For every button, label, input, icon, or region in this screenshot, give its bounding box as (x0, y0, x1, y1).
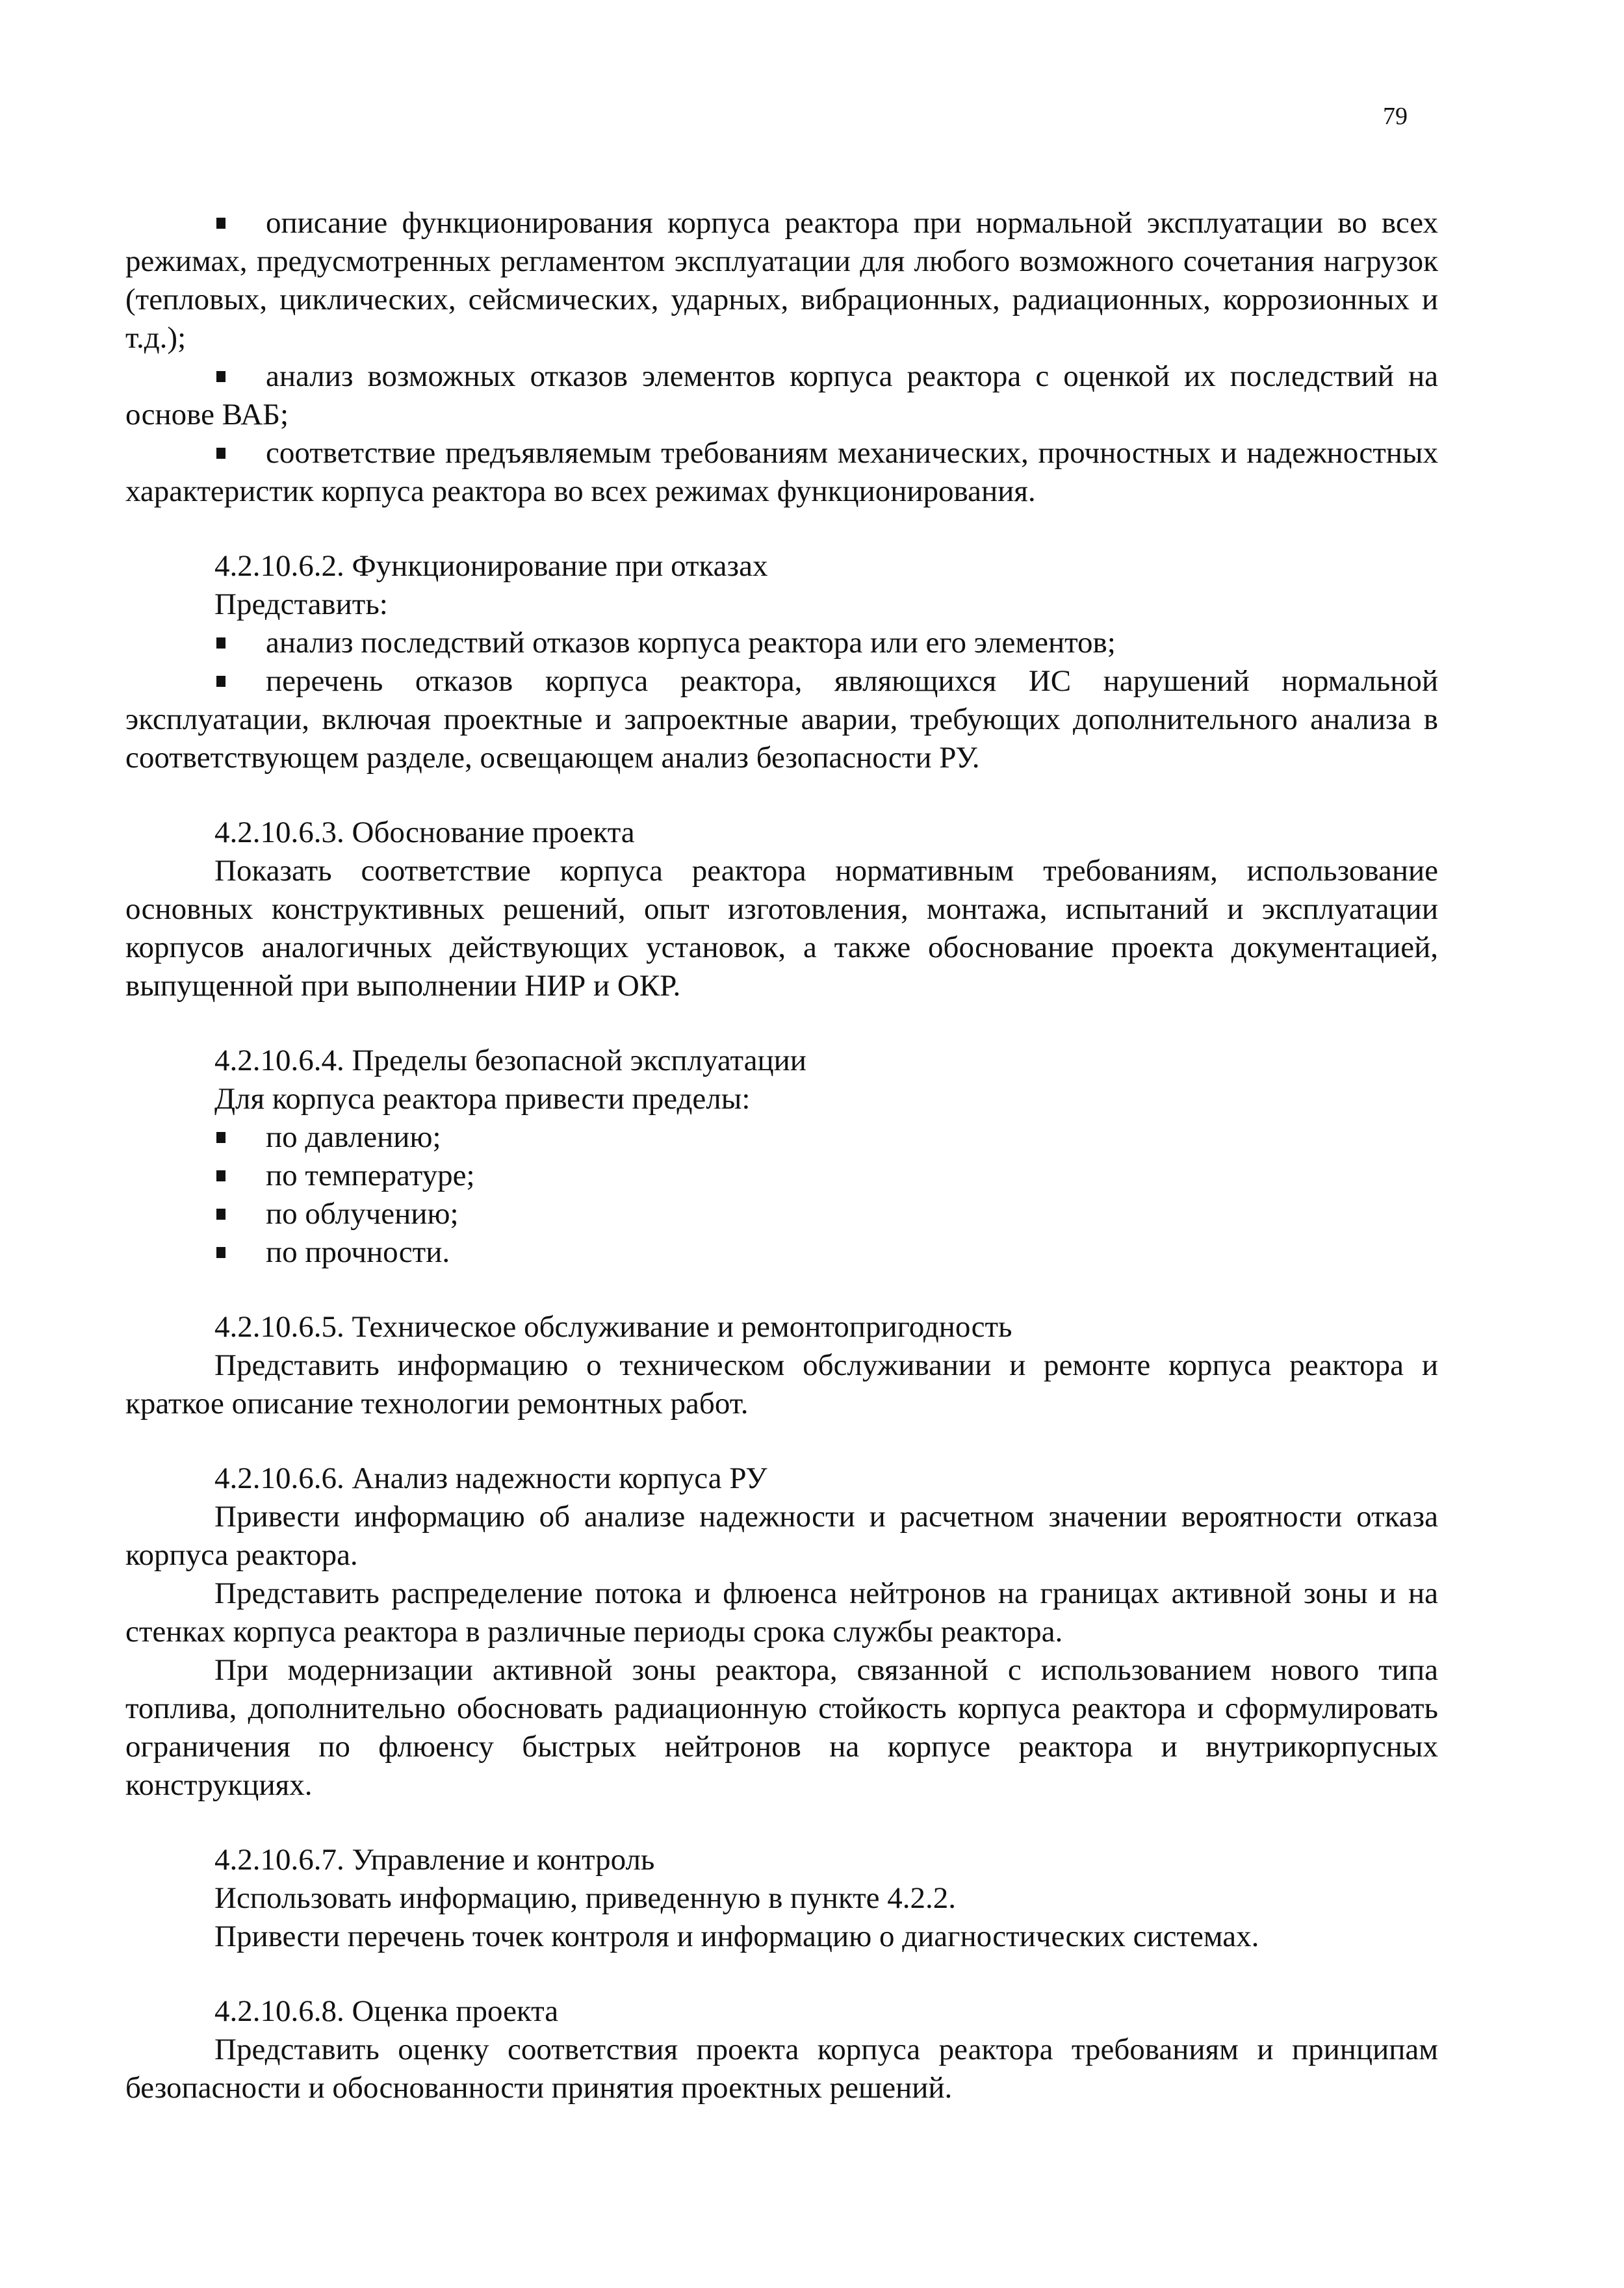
bullet-marker-icon (216, 1132, 226, 1143)
bullet-marker-icon (216, 218, 226, 229)
bullet-marker-icon (216, 371, 226, 382)
page-number: 79 (1383, 103, 1408, 130)
section-heading-4-2-10-6-8: 4.2.10.6.8. Оценка проекта (214, 1994, 559, 2028)
bullet-marker-icon (216, 676, 226, 687)
list-item: по давлению; (125, 1118, 1438, 1157)
section-heading-4-2-10-6-2: 4.2.10.6.2. Функционирование при отказах (214, 549, 768, 583)
section-heading-4-2-10-6-6: 4.2.10.6.6. Анализ надежности корпуса РУ (214, 1461, 767, 1495)
section-lead: Представить: (214, 587, 388, 621)
list-item: по облучению; (125, 1195, 1438, 1233)
section-heading-4-2-10-6-3: 4.2.10.6.3. Обоснование проекта (214, 816, 635, 849)
bullet-marker-icon (216, 1170, 226, 1181)
paragraph: Представить оценку соответствия проекта корпуса реактора требованиям и принципам безопасности и обоснованности принятия проектных решений. (125, 2033, 1438, 2105)
bullet-marker-icon (216, 448, 226, 459)
list-item: анализ последствий отказов корпуса реактора или его элементов; (125, 624, 1438, 662)
section-heading-4-2-10-6-4: 4.2.10.6.4. Пределы безопасной эксплуатации (214, 1044, 806, 1077)
list-item: по температуре; (125, 1157, 1438, 1195)
paragraph: Представить информацию о техническом обслуживании и ремонте корпуса реактора и краткое описание технологии ремонтных работ. (125, 1348, 1438, 1420)
section-heading-4-2-10-6-7: 4.2.10.6.7. Управление и контроль (214, 1843, 655, 1877)
bullet-marker-icon (216, 637, 226, 649)
section-heading-4-2-10-6-5: 4.2.10.6.5. Техническое обслуживание и ремонтопригодность (214, 1310, 1012, 1344)
document-body (125, 204, 1438, 2107)
bullet-marker-icon (216, 1247, 226, 1258)
paragraph: Привести перечень точек контроля и информацию о диагностических системах. (214, 1920, 1259, 1953)
paragraph: Представить распределение потока и флюенса нейтронов на границах активной зоны и на стенках корпуса реактора в различные периоды срока службы реактора. (125, 1576, 1438, 1649)
intro-bullet-1: описание функционирования корпуса реактора при нормальной эксплуатации во всех режимах, предусмотренных регламентом эксплуатации для любого возможного сочетания нагрузок (тепловых, циклических, сейсмических, ударных, вибрационных, радиационных, коррозионных и т.д.); (125, 206, 1438, 355)
intro-bullet-2: анализ возможных отказов элементов корпуса реактора с оценкой их последствий на основе ВАБ; (125, 359, 1438, 431)
list-item: по прочности. (125, 1233, 1438, 1272)
bullet-marker-icon (216, 1209, 226, 1220)
section-lead: Для корпуса реактора привести пределы: (214, 1082, 751, 1116)
paragraph: Использовать информацию, приведенную в пункте 4.2.2. (214, 1881, 956, 1915)
list-item: перечень отказов корпуса реактора, являющихся ИС нарушений нормальной эксплуатации, включая проектные и запроектные аварии, требующих дополнительного анализа в соответствующем разделе, освещающем анализ безопасности РУ. (125, 664, 1438, 775)
paragraph: Показать соответствие корпуса реактора нормативным требованиям, использование основных конструктивных решений, опыт изготовления, монтажа, испытаний и эксплуатации корпусов аналогичных действующих установок, а также обоснование проекта документацией, выпущенной при выполнении НИР и ОКР. (125, 854, 1438, 1003)
paragraph: При модернизации активной зоны реактора, связанной с использованием нового типа топлива, дополнительно обосновать радиационную стойкость корпуса реактора и сформулировать ограничения по флюенсу быстрых нейтронов на корпусе реактора и внутрикорпусных конструкциях. (125, 1653, 1438, 1802)
paragraph: Привести информацию об анализе надежности и расчетном значении вероятности отказа корпуса реактора. (125, 1500, 1438, 1572)
intro-bullet-3: соответствие предъявляемым требованиям механических, прочностных и надежностных характеристик корпуса реактора во всех режимах функционирования. (125, 436, 1438, 508)
